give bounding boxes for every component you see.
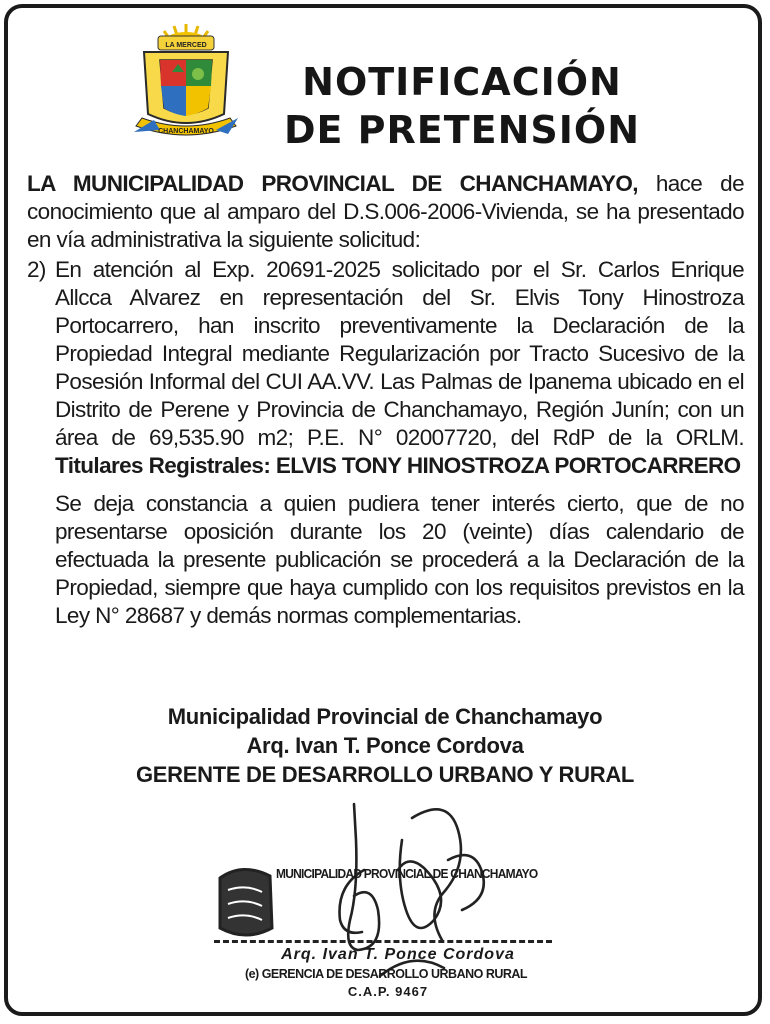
notice-body [27,170,744,630]
stamp-cap: C.A.P. 9467 [347,984,429,999]
crest-top-text: LA MERCED [165,42,207,49]
stamp-emblem-icon [220,869,272,935]
page-title [262,58,662,154]
stamp-divider [214,940,552,943]
municipal-crest-logo [130,22,242,144]
title-line-1: NOTIFICACIÓN [302,60,622,104]
stamp-header: MUNICIPALIDAD PROVINCIAL DE CHANCHAMAYO [276,866,538,881]
title-line-2: DE PRETENSIÓN [283,108,641,152]
item-bold: Titulares Registrales: ELVIS TONY HINOSTROZA PORTOCARRERO [55,453,741,478]
request-item [27,256,744,480]
stamp-role: (e) GERENCIA DE DESARROLLO URBANO RURAL [244,967,528,981]
signature-line-1: Municipalidad Provincial de Chanchamayo [167,704,603,729]
crest-bottom-text: CHANCHAMAYO [158,128,214,135]
signature-block [0,702,770,789]
signature-line-3: GERENTE DE DESARROLLO URBANO Y RURAL [135,762,635,787]
intro-paragraph [27,170,744,254]
intro-bold: LA MUNICIPALIDAD PROVINCIAL DE CHANCHAMAYO, [27,171,638,196]
item-text: En atención al Exp. 20691-2025 solicitado por el Sr. Carlos Enrique Allcca Alvarez en representación del Sr. Elvis Tony Hinostroza Portocarrero, han inscrito preventivamente la Declaración de la Propiedad Integral mediante Regularización por Tracto Sucesivo de la Posesión Informal del CUI AA.VV. Las Palmas de Ipanema ubicado en el Distrito de Perene y Provincia de Chanchamayo, Región Junín; con un área de 69,535.90 m2; P.E. N° 02007720, del RdP de la ORLM. [55,257,744,450]
stamp-name: Arq. Ivan T. Ponce Cordova [281,946,515,963]
intro-text: hace de conocimiento que al amparo del D.S.006-2006-Vivienda, se ha presentado en vía administrativa la siguiente solicitud: [27,171,744,252]
notice-paragraph: Se deja constancia a quien pudiera tener interés cierto, que de no presentarse oposición durante los 20 (veinte) días calendario de efectuada la presente publicación se procederá a la Declaración de la Propiedad, siempre que haya cumplido con los requisitos previstos en la Ley N° 28687 y demás normas complementarias. [55,491,744,628]
item-number: 2) [27,257,46,282]
signature-line-2: Arq. Ivan T. Ponce Cordova [246,733,524,758]
